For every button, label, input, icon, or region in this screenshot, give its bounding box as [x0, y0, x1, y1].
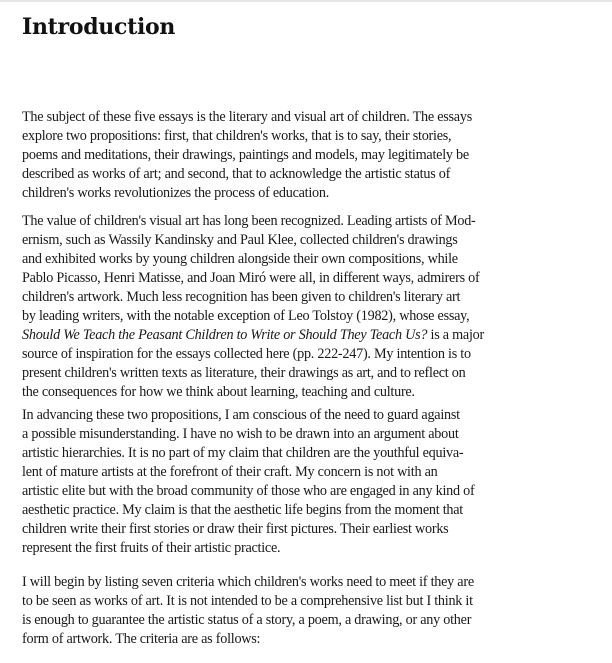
- text-line: described as works of art; and second, that to acknowledge the artistic status of: [22, 166, 451, 182]
- text-line: source of inspiration for the essays collected here (pp. 222-247). My intention is to: [22, 346, 471, 362]
- paragraph-4: [22, 573, 596, 649]
- text-line: The subject of these five essays is the literary and visual art of children. The essays: [22, 109, 472, 125]
- text-line: present children's written texts as literature, their drawings as art, and to reflect on: [22, 365, 466, 381]
- text-line: The value of children's visual art has long been recognized. Leading artists of Mod-: [22, 213, 476, 229]
- text-line: artistic elite but with the broad community of those who are engaged in any kind of: [22, 483, 475, 499]
- text-line: ernism, such as Wassily Kandinsky and Paul Klee, collected children's drawings: [22, 232, 458, 248]
- text-line: explore two propositions: first, that children's works, that is to say, their stories,: [22, 128, 452, 144]
- text-line: children's artwork. Much less recognition has been given to children's literary art: [22, 289, 461, 305]
- text-line: by leading writers, with the notable exception of Leo Tolstoy (1982), whose essay,: [22, 308, 470, 324]
- paragraph-2: [22, 212, 596, 402]
- text-line: In advancing these two propositions, I am conscious of the need to guard against: [22, 407, 460, 423]
- text-fragment: is a major: [427, 327, 484, 343]
- top-border: [0, 0, 612, 2]
- text-line: and exhibited works by young children alongside their own compositions, while: [22, 251, 458, 267]
- text-line: to be seen as works of art. It is not intended to be a comprehensive list but I think it: [22, 593, 473, 609]
- text-line: children's works revolutionizes the process of education.: [22, 185, 330, 201]
- text-line: the consequences for how we think about learning, teaching and culture.: [22, 384, 415, 400]
- text-line: children write their first stories or draw their first pictures. Their earliest works: [22, 521, 449, 537]
- text-line: artistic hierarchies. It is no part of my claim that children are the youthful equiva-: [22, 445, 464, 461]
- essay-title-italic: Should We Teach the Peasant Children to Write or Should They Teach Us?: [22, 327, 428, 343]
- text-line: poems and meditations, their drawings, paintings and models, may legitimately be: [22, 147, 469, 163]
- paragraph-3: [22, 406, 596, 558]
- text-line: aesthetic practice. My claim is that the aesthetic life begins from the moment that: [22, 502, 463, 518]
- text-line: [22, 326, 596, 345]
- paragraph-1: [22, 108, 596, 203]
- text-line: represent the first fruits of their artistic practice.: [22, 540, 281, 556]
- text-line: lent of mature artists at the forefront of their craft. My concern is not with an: [22, 464, 438, 480]
- text-line: is enough to guarantee the artistic status of a story, a poem, a drawing, or any other: [22, 612, 472, 628]
- section-heading: Introduction: [22, 14, 176, 40]
- text-line: form of artwork. The criteria are as follows:: [22, 631, 261, 647]
- text-line: a possible misunderstanding. I have no wish to be drawn into an argument about: [22, 426, 459, 442]
- text-line: Pablo Picasso, Henri Matisse, and Joan Miró were all, in different ways, admirers of: [22, 270, 480, 286]
- text-line: I will begin by listing seven criteria which children's works need to meet if they are: [22, 574, 474, 590]
